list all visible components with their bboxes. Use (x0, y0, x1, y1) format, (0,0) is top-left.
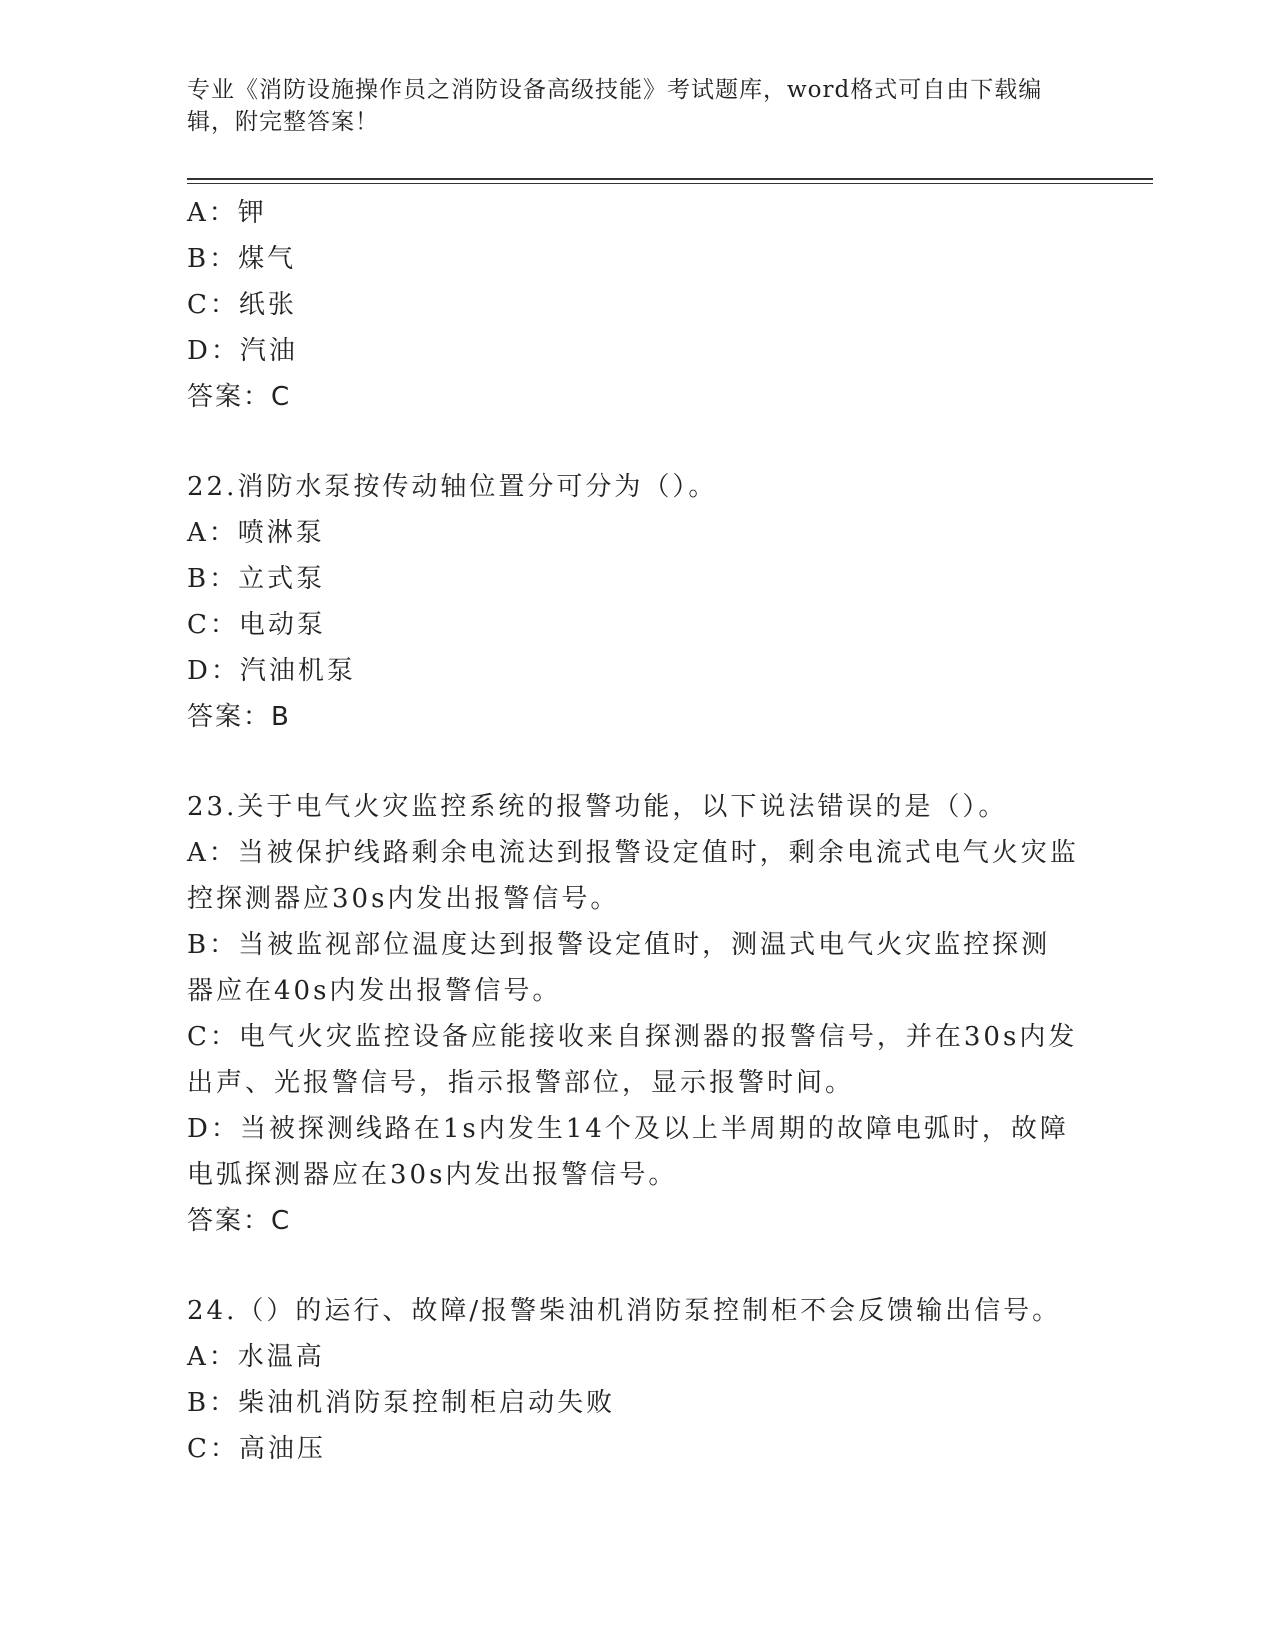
question-22 (187, 464, 1087, 740)
header-divider-thick (187, 178, 1153, 180)
option-a: A：喷淋泵 (187, 518, 325, 548)
option-b: B：煤气 (187, 244, 297, 274)
option-c: C：纸张 (187, 290, 297, 320)
question-24 (187, 1288, 1087, 1472)
question-text: 22.消防水泵按传动轴位置分可分为（）。 (187, 472, 718, 502)
spacer (187, 420, 1087, 464)
option-b: B：柴油机消防泵控制柜启动失败 (187, 1388, 616, 1418)
answer-line: 答案：C (187, 382, 292, 412)
document-header (187, 74, 1067, 138)
answer-line: 答案：C (187, 1206, 292, 1236)
option-a: A：钾 (187, 198, 267, 228)
option-b: B：当被监视部位温度达到报警设定值时，测温式电气火灾监控探测器应在40s内发出报警信号。 (187, 930, 1051, 1006)
option-a: A：水温高 (187, 1342, 325, 1372)
option-c: C：电动泵 (187, 610, 326, 640)
spacer (187, 1244, 1087, 1288)
question-21 (187, 190, 1087, 420)
header-divider-thin (187, 183, 1153, 184)
question-23 (187, 784, 1087, 1244)
question-text: 24.（）的运行、故障/报警柴油机消防泵控制柜不会反馈输出信号。 (187, 1296, 1062, 1326)
header-line-2: 辑，附完整答案！ (187, 109, 379, 135)
option-d: D：当被探测线路在1s内发生14个及以上半周期的故障电弧时，故障电弧探测器应在30s内发出报警信号。 (187, 1114, 1069, 1190)
question-text: 23.关于电气火灾监控系统的报警功能，以下说法错误的是（）。 (187, 792, 1008, 822)
answer-line: 答案：B (187, 702, 291, 732)
option-b: B：立式泵 (187, 564, 326, 594)
header-line-1: 专业《消防设施操作员之消防设备高级技能》考试题库，word格式可自由下载编 (187, 77, 1043, 103)
option-d: D：汽油机泵 (187, 656, 356, 686)
option-a: A：当被保护线路剩余电流达到报警设定值时，剩余电流式电气火灾监控探测器应30s内发出报警信号。 (187, 838, 1079, 914)
option-c: C：高油压 (187, 1434, 326, 1464)
option-c: C：电气火灾监控设备应能接收来自探测器的报警信号，并在30s内发出声、光报警信号，指示报警部位，显示报警时间。 (187, 1022, 1078, 1098)
option-d: D：汽油 (187, 336, 298, 366)
question-list (187, 190, 1087, 1472)
spacer (187, 740, 1087, 784)
